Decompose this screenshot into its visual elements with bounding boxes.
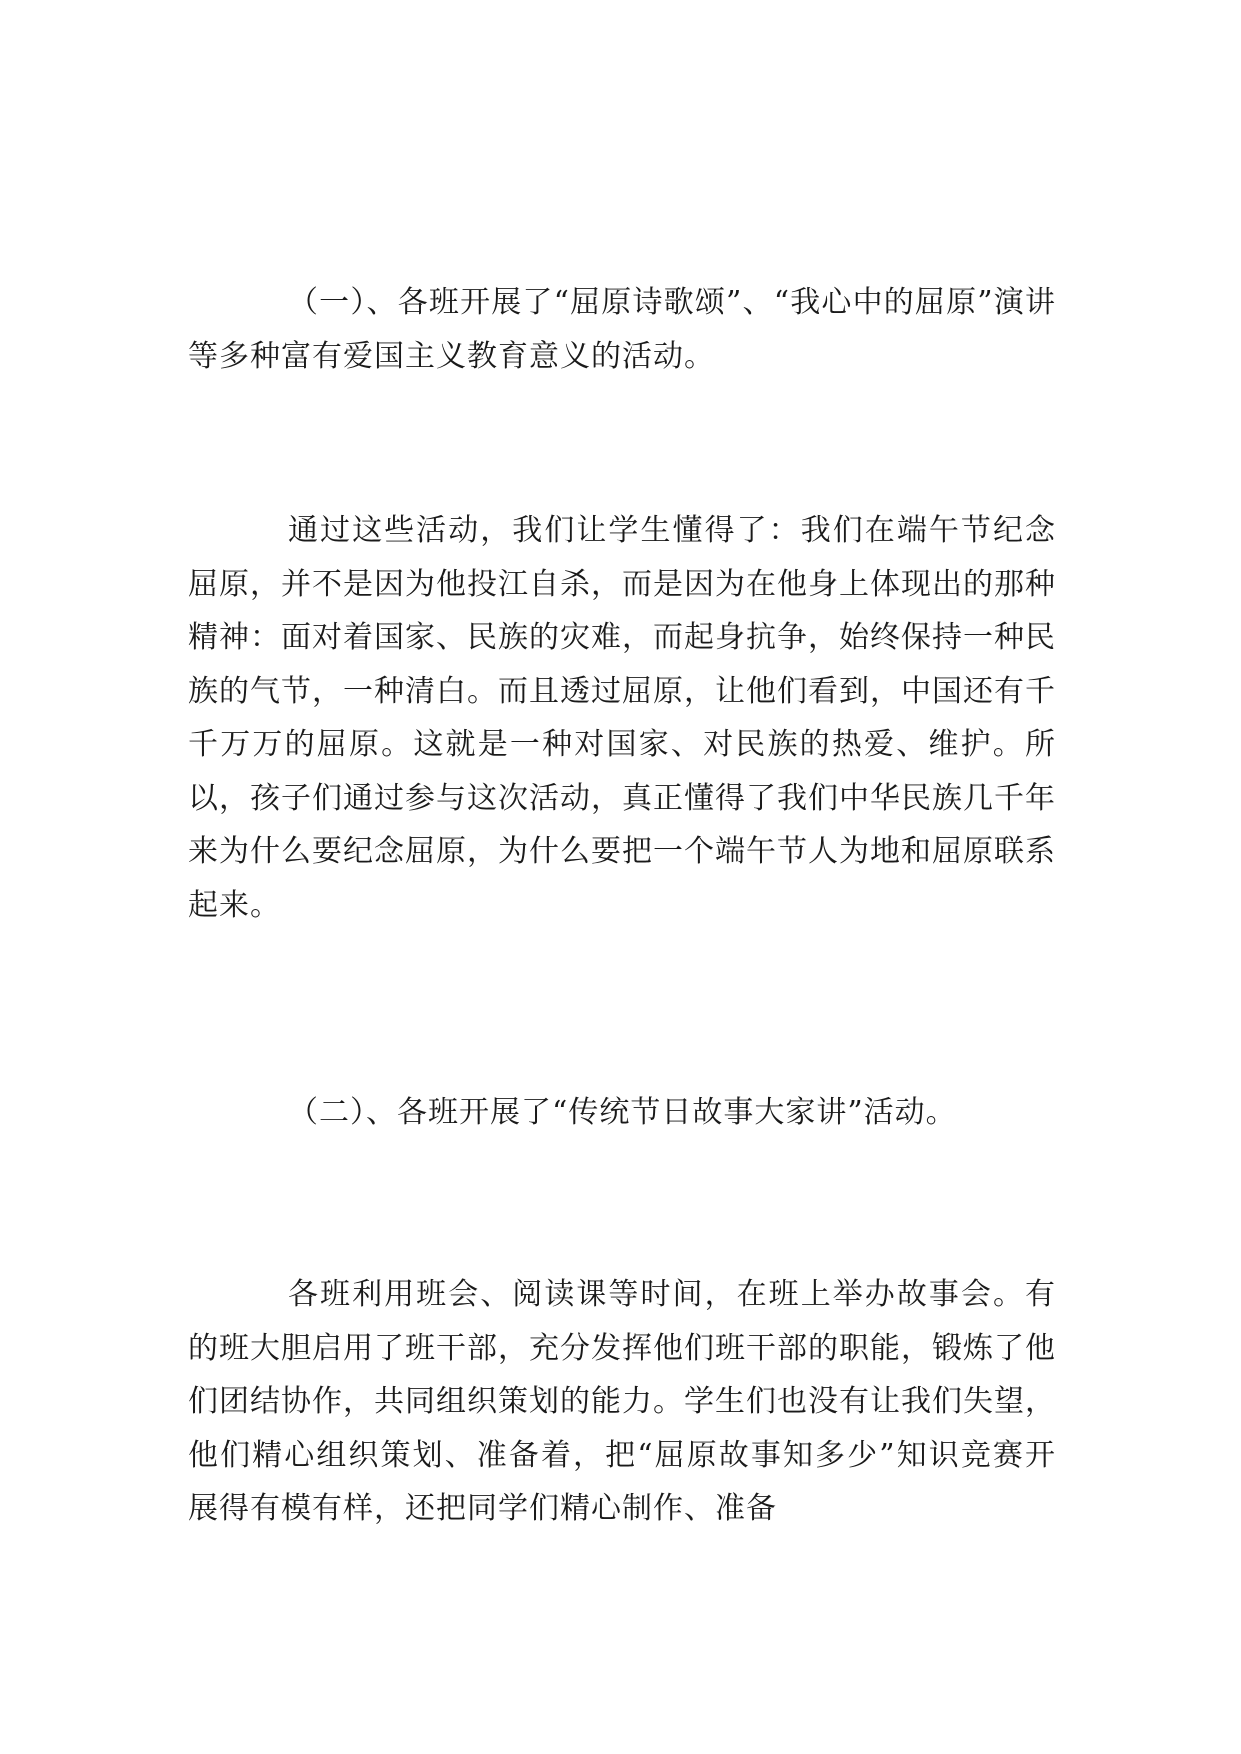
- paragraph-activity-significance: 通过这些活动，我们让学生懂得了：我们在端午节纪念屈原，并不是因为他投江自杀，而是因为在他身上体现出的那种精神：面对着国家、民族的灾难，而起身抗争，始终保持一种民族的气节，一种清白。而且透过屈原，让他们看到，中国还有千千万万的屈原。这就是一种对国家、对民族的热爱、维护。所以，孩子们通过参与这次活动，真正懂得了我们中华民族几千年来为什么要纪念屈原，为什么要把一个端午节人为地和屈原联系起来。: [188, 513, 1056, 923]
- paragraph-section-one-heading: （一）、各班开展了“屈原诗歌颂”、“我心中的屈原”演讲等多种富有爱国主义教育意义的活动。: [188, 285, 1056, 374]
- paragraph-section-two-heading: （二）、各班开展了“传统节日故事大家讲”活动。: [288, 1095, 957, 1130]
- paragraph-story-meetings: 各班利用班会、阅读课等时间，在班上举办故事会。有的班大胆启用了班干部，充分发挥他们班干部的职能，锻炼了他们团结协作，共同组织策划的能力。学生们也没有让我们失望，他们精心组织策划、准备着，把“屈原故事知多少”知识竞赛开展得有模有样，还把同学们精心制作、准备: [188, 1277, 1056, 1526]
